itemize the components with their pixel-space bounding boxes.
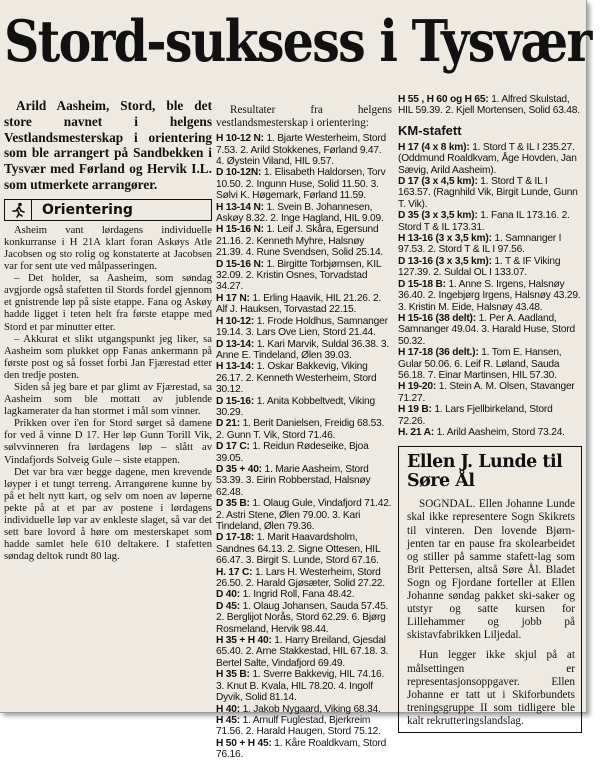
result-entry [216,704,392,715]
result-class: D 10-12N: [216,167,262,179]
result-text: 1. Arnulf Fuglestad, Bjerkreim 71.56. 2. Harald Haugen, Stord 75.12. [216,714,381,738]
result-entry [216,464,392,498]
article-paragraph: Asheim vant lørdagens individuelle konkurranse i H 21A klart foran Askøys Atle Jacobsen og sto rolig og konstaterte at Jacobsen var for sent ute ved målpasseringen. [4,224,212,273]
result-class: H 17 N: [216,292,250,304]
result-text: 1. Berit Danielsen, Freidig 68.53. 2. Gunn T. Vik, Stord 71.46. [216,418,385,441]
result-class: H 17 (4 x 8 km): [398,141,470,153]
result-text: 1. Sverre Bakkevig, HIL 74.16. 3. Knut B. Kvala, HIL 78.20. 4. Ingolf Dyvik, Solid 81.14. [216,669,385,704]
result-text: 1. Reidun Rødeseike, Bjoa 39.05. [216,441,369,464]
result-class: D 35 (3 x 3,5 km): [398,210,478,222]
result-entry [398,347,582,381]
result-entry [398,427,582,438]
result-entry [398,313,582,347]
result-text: 1. Stein A. M. Olsen, Stavanger 71.27. [398,381,575,404]
article-body [4,225,212,564]
result-text: 1. Birgitte Torbjørnsen, KIL 32.09. 2. Kristin Osnes, Torvadstad 34.27. [216,258,381,293]
result-entry [398,142,582,176]
result-text: 1. Stord T & IL I 163.57. (Ragnhild Vik, Birgit Lunde, Gunn T. Vik). [398,176,578,210]
result-entry [398,404,582,427]
section-header [4,199,212,221]
result-text: 1. Kari Marvik, Suldal 36.38. 3. Anne E. Tindeland, Ølen 39.03. [216,338,390,361]
result-entry [216,361,392,395]
result-text: 1. Arild Aasheim, Stord 73.24. [436,426,565,438]
result-entry [216,133,392,167]
result-text: 1. Olaug Gule, Vindafjord 71.42. 2. Astri Stene, Ølen 79.00. 3. Kari Tindeland, Ølen 79.36. [216,498,392,532]
article-paragraph: Det var bra vær begge dagene, men krevende løyper i et tungt terreng. Arrangørene kunne by på et helt nytt kart, og selv om noen av løperne pekte på at et par av postene i lørdagens individuelle løp var av enkleste slaget, så var det sett bare lovord å høre om mesterskapet som hadde samlet hele 610 deltakere. I stafetten søndag deltok rundt 80 lag. [4,466,212,563]
result-class: H 19-20: [398,381,437,393]
article-paragraph: Prikken over i'en for Stord sørget så damene for ved å vinne D 17. Her løp Gunn Torill Vik, sølvvinneren fra lørdagens løp – slått av Vindafjords Solveig Gule – siste etappen. [4,418,212,466]
result-class: D 15-18 B: [398,278,446,290]
result-class: D 40: [216,589,240,601]
column-right [398,94,582,733]
result-class: H 15-16 (38 delt): [398,312,476,324]
result-class: H 13-14: [216,361,255,373]
result-class: D 45: [216,600,240,612]
result-class: D 35 B: [216,498,250,510]
column-article [4,94,212,563]
result-class: H 13-14 N: [216,201,264,213]
results-list [216,133,392,760]
result-entry [216,441,392,464]
result-class: D 17 (3 x 4,5 km): [398,176,478,188]
article-paragraph: – Det holder, sa Aasheim, som søndag avgjorde også stafetten til Stords fordel gjennom et gnistrende løp på siste etappe. Fana og Askøy hadde ligget i teten helt fra første etappe med Stord et par minutter etter. [4,273,212,333]
headline: Stord-suksess i Tysvær [4,8,591,75]
result-entry [216,498,392,532]
result-text: 1. Oskar Bakkevig, Viking 26.17. 2. Kenneth Westerheim, Stord 30.12. [216,361,377,396]
result-class: H 17-18 (36 delt.): [398,347,479,359]
result-text: 1. Erling Haavik, HIL 21.26. 2. Alf J. Hauksen, Torvastad 22.15. [216,292,382,316]
results-list-continued [398,94,582,117]
result-text: 1. Anita Kobbeltvedt, Viking 30.29. [216,395,375,418]
results-intro: Resultater fra helgens vestlandsmesterskap i orientering: [216,104,392,129]
result-entry [398,381,582,404]
result-entry [216,224,392,258]
result-class: D 17 C: [216,441,250,453]
result-text: 1. Anne S. Irgens, Halsnøy 36.40. 2. Ingebjørg Irgens, Halsnøy 43.29. 3. Kristin M. Eide, Halsnøy 43.48. [398,278,581,313]
result-entry [398,279,582,313]
result-entry [216,418,392,441]
result-entry [216,669,392,703]
result-class: H 10-12: [216,315,255,327]
result-text: 1. Elisabeth Haldorsen, Torv 10.50. 2. Ingunn Huse, Solid 11.50. 3. Sølvi K. Høgemark, Førland 11.59. [216,167,386,202]
result-entry [398,233,582,256]
result-entry [216,316,392,339]
result-class: H 15-16 N: [216,224,264,236]
result-entry [216,396,392,419]
result-text: 1. Marit Haavardsholm, Sandnes 64.13. 2. Signe Ottesen, HIL 66.47. 3. Birgit S. Lunde, Stord 67.16. [216,532,381,567]
article-paragraph: – Akkurat et slikt utgangspunkt jeg liker, sa Aasheim som plukket opp Fanas ankermann på første post og så fosset forbi Jan Fjærestad etter den tredje posten. [4,333,212,381]
result-text: 1. Lars Fjellbirkeland, Stord 72.26. [398,404,553,427]
box-title: Ellen J. Lunde til Søre Ål [407,452,563,492]
result-class: D 35 + 40: [216,463,262,475]
result-class: H 13-16 (3 x 3,5 km): [398,233,492,245]
result-entry [216,589,392,600]
result-entry [216,715,392,738]
result-entry [216,259,392,293]
result-entry [216,339,392,362]
result-entry [398,256,582,279]
result-class: D 21: [216,418,240,430]
result-class: D 15-16 N: [216,258,264,270]
article-paragraph: Siden så jeg bare et par glimt av Fjærestad, sa Aasheim som ble mottatt av jublende lagkamerater da han stormet i mål som vinner. [4,382,212,418]
result-entry [398,210,582,233]
result-entry [216,532,392,566]
result-class: H 40: [216,703,240,715]
relay-title: KM-stafett [398,122,462,138]
result-entry [216,738,392,761]
news-box [398,446,582,733]
result-class: D 13-14: [216,338,255,350]
result-class: D 17-18: [216,532,255,544]
result-class: D 15-16: [216,395,255,407]
result-class: H 10-12 N: [216,133,264,145]
column-results [216,94,392,761]
result-class: H 35 + H 40: [216,635,272,647]
result-class: H 50 + H 45: [216,737,272,749]
result-text: 1. Frode Holdhus, Samnanger 19.14. 3. Lars Ove Lien, Stord 21.44. [216,315,388,339]
result-entry [398,94,582,117]
result-text: 1. Olaug Johansen, Sauda 57.45. 2. Berglijot Norås, Stord 62.29. 6. Bjørg Rosmeland, Hervik 98.44. [216,600,389,635]
result-text: 1. Jakob Nygaard, Viking 68.34. [242,703,381,715]
result-entry [216,293,392,316]
result-class: D 13-16 (3 x 3,5 km): [398,255,492,267]
result-entry [216,601,392,635]
result-text: 1. Kåre Roaldkvam, Stord 76.16. [216,737,387,761]
result-class: H 45: [216,714,240,726]
result-text: 1. Stord T & IL I 235.27. (Oddmund Roaldkvam, Åge Hovden, Jan Sævig, Arild Aasheim). [398,141,577,176]
result-text: 1. Bjarte Westerheim, Stord 7.53. 2. Arild Stokkenes, Førland 9.47. 4. Øystein Viland, HIL 9.57. [216,133,387,167]
relay-results-list [398,142,582,439]
box-paragraph: Hun legger ikke skjul på at målsettingen er representasjonsoppgaver. Ellen Johanne er tatt ut i Skiforbundets treningsgruppe II som tidligere ble kalt rekrutteringslandslag. [407,649,575,727]
result-text: 1. Alfred Skulstad, HIL 59.39. 2. Kjell Mortensen, Solid 63.48. [398,94,580,117]
result-text: 1. T & IF Viking 127.39. 2. Suldal OL I 133.07. [398,255,561,279]
result-text: 1. Harry Breiland, Gjesdal 65.40. 2. Arne Stakkestad, HIL 67.18. 3. Bertel Salte, Vindafjord 69.49. [216,635,389,669]
article-intro: Arild Aasheim, Stord, ble det store navnet i helgens Vestlandsmesterskap i orientering som ble arrangert på Sandbekken i Tysvær med Førland og Hervik I.L. som utmerkete arrangører. [4,98,212,192]
result-text: 1. Svein B. Johannesen, Askøy 8.32. 2. Inge Hagland, HIL 9.09. [216,201,384,225]
runner-icon [5,200,32,220]
result-class: H. 17 C: [216,566,253,578]
result-text: 1. Fana IL 173.16. 2. Stord T & IL 173.31. [398,210,570,233]
result-class: H. 21 A: [398,426,434,438]
result-class: H 19 B: [398,404,432,416]
result-entry [398,176,582,210]
result-text: 1. Samnanger I 97.53. 2. Stord T & IL I 97.56. [398,233,562,256]
result-class: H 55 , H 60 og H 65: [398,94,489,105]
result-text: 1. Per A. Aadland, Samnanger 49.04. 3. Harald Huse, Stord 50.32. [398,312,576,347]
result-text: 1. Leif J. Skåra, Egersund 21.16. 2. Kenneth Myhre, Halsnøy 21.39. 4. Rune Svendsen, Solid 25.14. [216,224,384,259]
section-label: Orientering [42,201,133,218]
result-entry [216,167,392,201]
result-text: 1. Marie Aasheim, Stord 53.39. 3. Eirin Robberstad, Halsnøy 62.48. [216,463,371,498]
result-text: 1. Tom E. Hansen, Gular 50.06. 6. Leif R. Løland, Sauda 56.18. 7. Einar Martinsen, HIL 57.30. [398,347,562,381]
result-entry [216,635,392,669]
result-text: 1. Lars H. Westerheim, Stord 26.50. 2. Harald Gjøsæter, Solid 27.22. [216,566,385,590]
box-paragraph: SOGNDAL. Ellen Johanne Lunde skal ikke representere Sogn Skikrets til vinteren. Den lovende Bjørn-jenten tar en pause fra skolearbeidet og stiller på samme stafett-lag som Brit Pettersen, altså Søre Ål. Bladet Sogn og Fjordane forteller at Ellen Johanne søndag pakket ski-saker og utstyr og satte kursen for Lillehammer og jobb på skistavfabrikken Liljedal. [407,498,575,642]
result-entry [216,202,392,225]
result-class: H 35 B: [216,669,250,681]
result-entry [216,567,392,590]
result-text: 1. Ingrid Roll, Fana 48.42. [242,589,355,601]
